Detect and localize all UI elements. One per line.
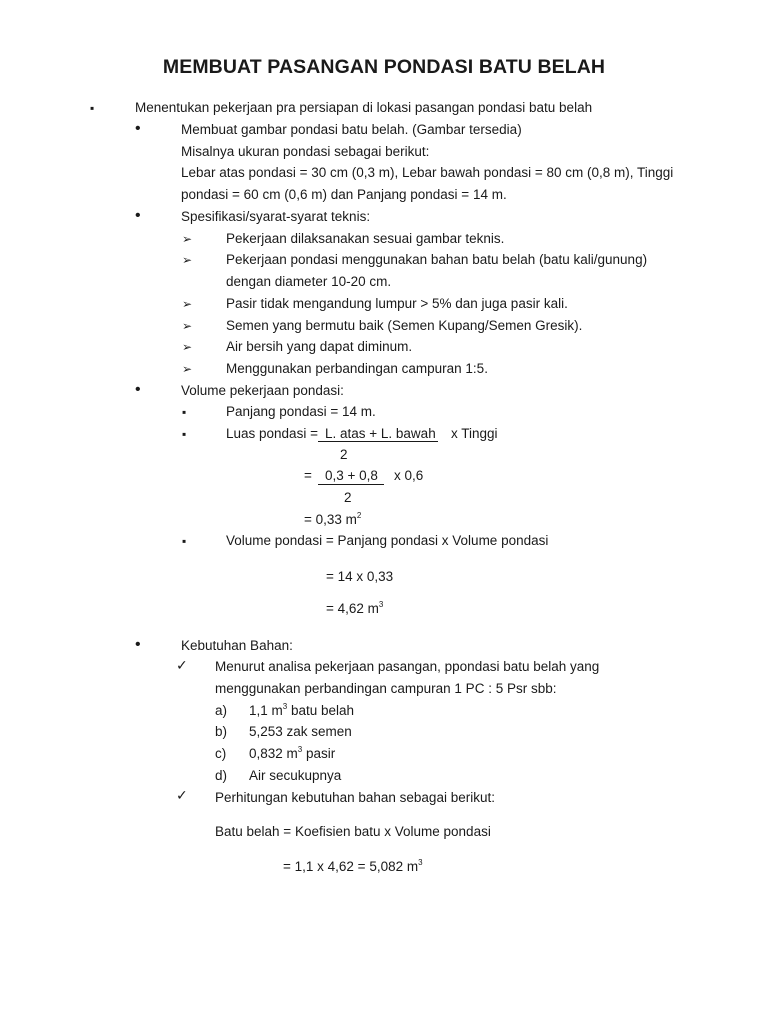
list-label: d): [215, 768, 228, 783]
fraction-line: [318, 484, 384, 485]
volume-eq-1: = 14 x 0,33: [326, 569, 394, 584]
spesifikasi-item: Pasir tidak mengandung lumpur > 5% dan juga pasir kali.: [226, 296, 568, 311]
volume-heading: Volume pekerjaan pondasi:: [181, 383, 344, 398]
list-item: 1,1 $m^3$ batu belah: [249, 701, 355, 718]
perhitungan-heading: Perhitungan kebutuhan bahan sebagai berikut:: [215, 790, 495, 805]
gambar-line-1: Membuat gambar pondasi batu belah. (Gambar tersedia): [181, 122, 522, 137]
luas-denominator: 2: [340, 447, 348, 462]
dot-bullet: •: [135, 636, 141, 653]
arrow-bullet: ➢: [182, 362, 193, 376]
list-item: 0,832 $m^3$ pasir: [249, 744, 336, 761]
batu-result: = 1,1 x 4,62 = 5,082 $m^3$: [283, 857, 423, 874]
list-item: 5,253 zak semen: [249, 724, 352, 739]
list-label: b): [215, 724, 228, 739]
volume-result: = 4,62 $m^3$: [326, 599, 384, 616]
panjang-pondasi: Panjang pondasi = 14 m.: [226, 404, 376, 419]
volume-formula: Volume pondasi = Panjang pondasi x Volume pondasi: [226, 533, 549, 548]
gambar-line-4: pondasi = 60 cm (0,6 m) dan Panjang pondasi = 14 m.: [181, 187, 507, 202]
analisa-line-1: Menurut analisa pekerjaan pasangan, ppondasi batu belah yang: [215, 659, 600, 674]
square-bullet: ▪: [182, 405, 187, 419]
arrow-bullet: ➢: [182, 297, 193, 311]
spesifikasi-item-cont: dengan diameter 10-20 cm.: [226, 274, 392, 289]
luas-numerator: L. atas + L. bawah: [325, 426, 436, 441]
spesifikasi-item: Air bersih yang dapat diminum.: [226, 339, 413, 354]
dot-bullet: •: [135, 207, 141, 224]
eq1-tail: x 0,6: [394, 468, 424, 483]
gambar-line-3: Lebar atas pondasi = 30 cm (0,3 m), Lebar bawah pondasi = 80 cm (0,8 m), Tinggi: [181, 165, 674, 180]
equals-sign: =: [304, 468, 312, 483]
arrow-bullet: ➢: [182, 253, 193, 267]
kebutuhan-heading: Kebutuhan Bahan:: [181, 638, 293, 653]
spesifikasi-heading: Spesifikasi/syarat-syarat teknis:: [181, 209, 371, 224]
dot-bullet: •: [135, 120, 141, 137]
square-bullet: ▪: [182, 534, 187, 548]
eq1-denominator: 2: [344, 490, 352, 505]
section-heading: Menentukan pekerjaan pra persiapan di lokasi pasangan pondasi batu belah: [135, 100, 593, 115]
arrow-bullet: ➢: [182, 232, 193, 246]
gambar-line-2: Misalnya ukuran pondasi sebagai berikut:: [181, 144, 430, 159]
luas-result: = 0,33 $m^2$: [304, 510, 362, 527]
check-icon: ✓: [176, 787, 188, 803]
spesifikasi-item: Pekerjaan dilaksanakan sesuai gambar teknis.: [226, 231, 505, 246]
analisa-line-2: menggunakan perbandingan campuran 1 PC : 5 Psr sbb:: [215, 681, 557, 696]
luas-tail: x Tinggi: [451, 426, 498, 441]
luas-label: Luas pondasi =: [226, 426, 318, 441]
dot-bullet: •: [135, 381, 141, 398]
list-item: Air secukupnya: [249, 768, 342, 783]
list-label: c): [215, 746, 227, 761]
batu-formula: Batu belah = Koefisien batu x Volume pondasi: [215, 824, 491, 839]
square-bullet: ▪: [182, 427, 187, 441]
check-icon: ✓: [176, 657, 188, 673]
spesifikasi-item: Menggunakan perbandingan campuran 1:5.: [226, 361, 488, 376]
list-label: a): [215, 703, 228, 718]
fraction-line: [318, 441, 438, 442]
arrow-bullet: ➢: [182, 340, 193, 354]
page-title: MEMBUAT PASANGAN PONDASI BATU BELAH: [162, 56, 606, 78]
spesifikasi-item: Pekerjaan pondasi menggunakan bahan batu belah (batu kali/gunung): [226, 252, 648, 267]
square-bullet: ▪: [90, 101, 95, 115]
spesifikasi-item: Semen yang bermutu baik (Semen Kupang/Semen Gresik).: [226, 318, 583, 333]
eq1-numerator: 0,3 + 0,8: [325, 468, 378, 483]
arrow-bullet: ➢: [182, 319, 193, 333]
